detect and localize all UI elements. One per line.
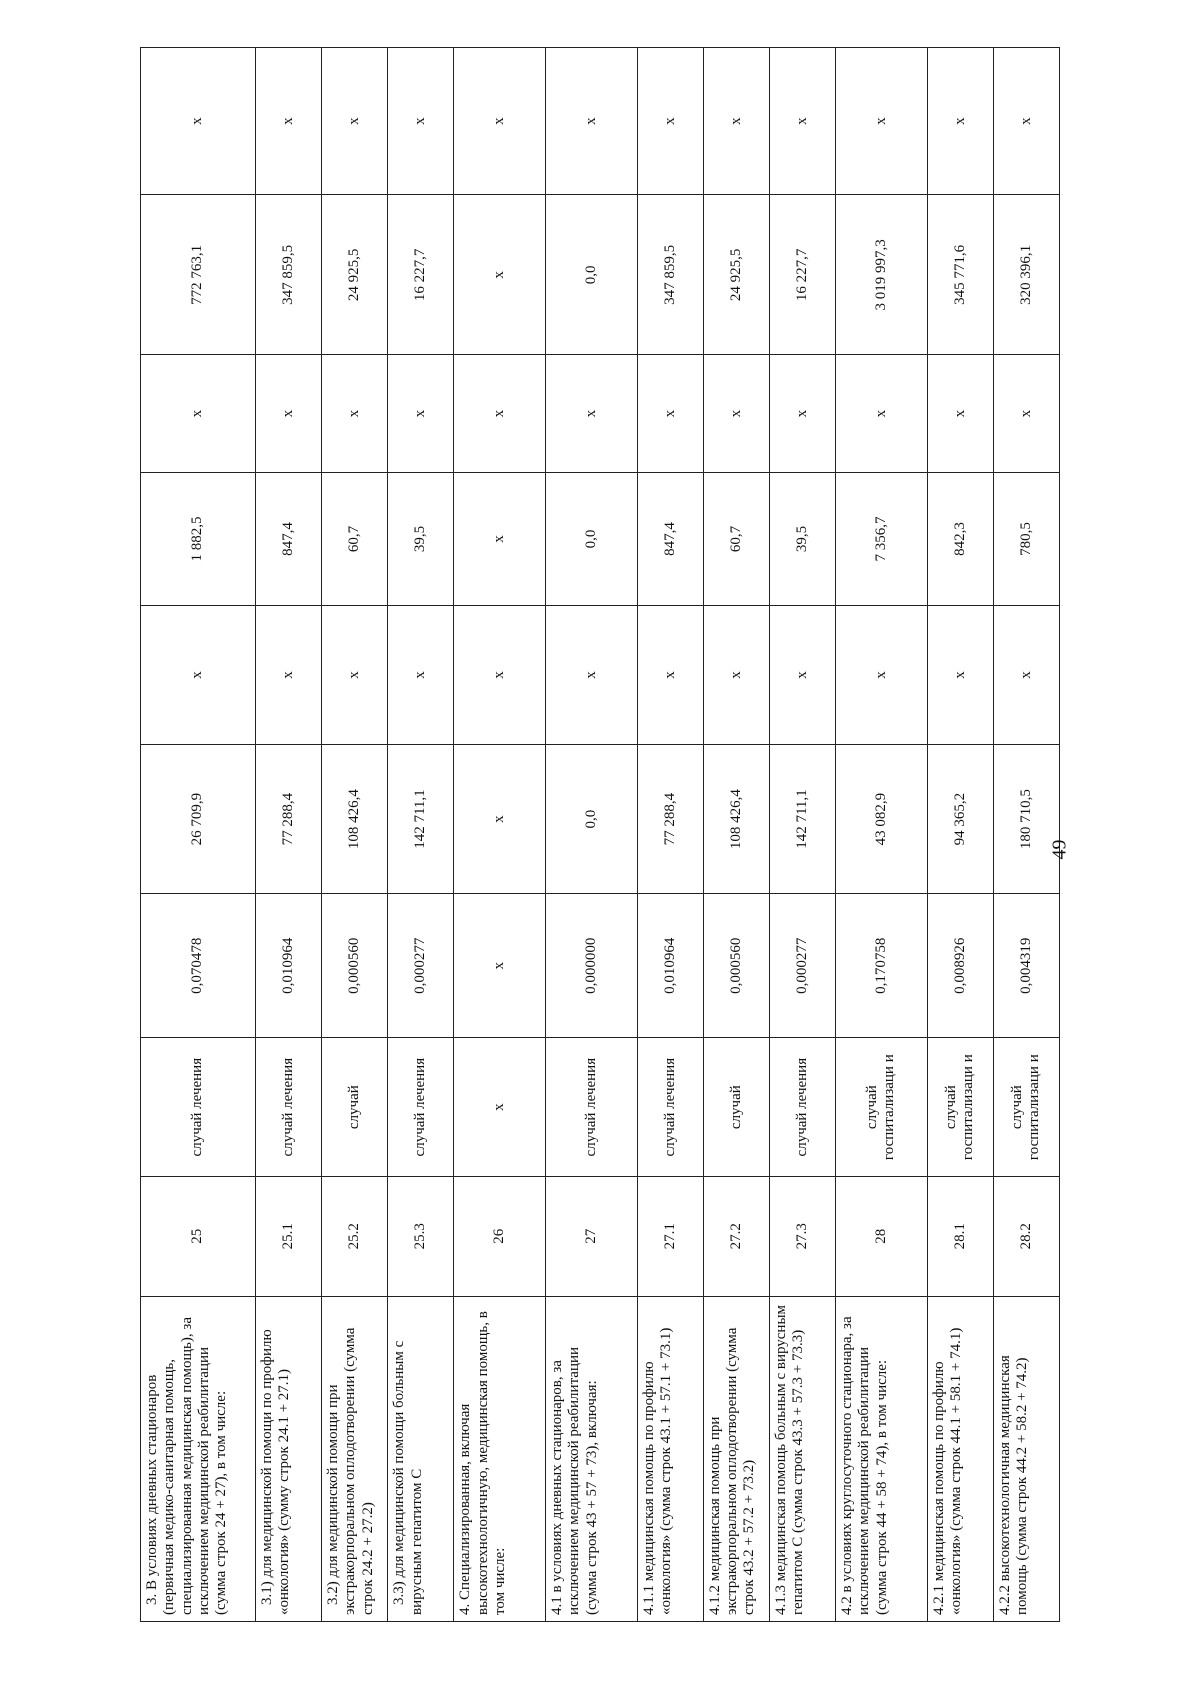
cell-cost: 0,0 [546, 744, 638, 893]
cell-unit: случай [703, 1038, 769, 1177]
cell-col8: х [703, 355, 769, 472]
cell-col9: 24 925,5 [322, 195, 388, 355]
cell-col6: х [546, 606, 638, 745]
cell-col8: х [769, 355, 835, 472]
cell-norm: 0,010964 [256, 894, 322, 1038]
cell-col7: 0,0 [546, 472, 638, 605]
cell-col9: 3 019 997,3 [836, 195, 928, 355]
cell-col10: х [769, 48, 835, 195]
table-row [927, 48, 993, 1622]
cell-norm: 0,000000 [546, 894, 638, 1038]
cell-col6: х [769, 606, 835, 745]
cell-unit: случай лечения [141, 1038, 256, 1177]
cell-col9: 0,0 [546, 195, 638, 355]
cell-col9: 347 859,5 [637, 195, 703, 355]
cell-norm: 0,004319 [993, 894, 1059, 1038]
cell-col10: х [637, 48, 703, 195]
cell-col8: х [546, 355, 638, 472]
cell-row: 27.3 [769, 1177, 835, 1297]
cell-cost: 108 426,4 [322, 744, 388, 893]
cell-norm: 0,008926 [927, 894, 993, 1038]
cell-col7: 7 356,7 [836, 472, 928, 605]
cell-norm: 0,070478 [141, 894, 256, 1038]
cell-col7: 842,3 [927, 472, 993, 605]
cell-norm: х [454, 894, 546, 1038]
cell-norm: 0,170758 [836, 894, 928, 1038]
cell-unit: случай лечения [256, 1038, 322, 1177]
cell-name: 4.1.3 медицинская помощь больным с вирусным гепатитом С (сумма строк 43.3 + 57.3 + 73.3) [769, 1296, 835, 1621]
cell-col9: 16 227,7 [769, 195, 835, 355]
cell-col10: х [927, 48, 993, 195]
cell-unit: случай госпитализаци и [927, 1038, 993, 1177]
cell-col9: х [454, 195, 546, 355]
cell-col10: х [141, 48, 256, 195]
cell-norm: 0,000560 [322, 894, 388, 1038]
cell-unit: случай лечения [388, 1038, 454, 1177]
cell-row: 25.1 [256, 1177, 322, 1297]
cell-row: 28.2 [993, 1177, 1059, 1297]
cell-norm: 0,010964 [637, 894, 703, 1038]
cell-unit: случай госпитализаци и [836, 1038, 928, 1177]
cell-row: 25 [141, 1177, 256, 1297]
cell-name: 4.1.2 медицинская помощь при экстракорпоральном оплодотворении (сумма строк 43.2 + 57.2 + 73.2) [703, 1296, 769, 1621]
table-row [769, 48, 835, 1622]
cell-row: 26 [454, 1177, 546, 1297]
cell-col7: 847,4 [256, 472, 322, 605]
cell-cost: 180 710,5 [993, 744, 1059, 893]
cell-col6: х [993, 606, 1059, 745]
table-row [637, 48, 703, 1622]
cell-norm: 0,000277 [769, 894, 835, 1038]
cell-col7: х [454, 472, 546, 605]
cell-col10: х [836, 48, 928, 195]
cell-col9: 345 771,6 [927, 195, 993, 355]
cell-row: 25.3 [388, 1177, 454, 1297]
cell-unit: случай лечения [769, 1038, 835, 1177]
cell-col10: х [322, 48, 388, 195]
cell-col10: х [388, 48, 454, 195]
cell-row: 27 [546, 1177, 638, 1297]
cell-col7: 39,5 [769, 472, 835, 605]
cell-col8: х [993, 355, 1059, 472]
cell-col7: 60,7 [322, 472, 388, 605]
cell-col7: 1 882,5 [141, 472, 256, 605]
cell-col10: х [546, 48, 638, 195]
cell-name: 4.2.1 медицинская помощь по профилю «онкология» (сумма строк 44.1 + 58.1 + 74.1) [927, 1296, 993, 1621]
cell-unit: случай госпитализаци и [993, 1038, 1059, 1177]
cell-cost: 26 709,9 [141, 744, 256, 893]
cell-name: 4.1 в условиях дневных стационаров, за исключением медицинской реабилитации (сумма строк 43 + 57 + 73), включая: [546, 1296, 638, 1621]
cell-name: 4.2.2 высокотехнологичная медицинская помощь (сумма строк 44.2 + 58.2 + 74.2) [993, 1296, 1059, 1621]
cell-col6: х [256, 606, 322, 745]
cell-cost: 142 711,1 [388, 744, 454, 893]
table-row [836, 48, 928, 1622]
cell-col6: х [836, 606, 928, 745]
rotated-table-container [140, 47, 1060, 1622]
cell-col9: 320 396,1 [993, 195, 1059, 355]
cell-col9: 24 925,5 [703, 195, 769, 355]
cell-norm: 0,000560 [703, 894, 769, 1038]
cell-unit: случай [322, 1038, 388, 1177]
cell-name: 4.1.1 медицинская помощь по профилю «онкология» (сумма строк 43.1 + 57.1 + 73.1) [637, 1296, 703, 1621]
table-row [322, 48, 388, 1622]
cell-col6: х [388, 606, 454, 745]
cell-col6: х [927, 606, 993, 745]
table-row [454, 48, 546, 1622]
cell-name: 3.1) для медицинской помощи по профилю «онкология» (сумму строк 24.1 + 27.1) [256, 1296, 322, 1621]
table-row [993, 48, 1059, 1622]
cell-col7: 847,4 [637, 472, 703, 605]
cell-row: 25.2 [322, 1177, 388, 1297]
cell-row: 27.1 [637, 1177, 703, 1297]
cell-col10: х [703, 48, 769, 195]
cell-name: 4.2 в условиях круглосуточного стационара, за исключением медицинской реабилитации (сумма строк 44 + 58 + 74), в том числе: [836, 1296, 928, 1621]
cell-row: 28 [836, 1177, 928, 1297]
cell-col9: 347 859,5 [256, 195, 322, 355]
cell-col8: х [836, 355, 928, 472]
cell-col7: 780,5 [993, 472, 1059, 605]
cell-cost: 142 711,1 [769, 744, 835, 893]
cell-col8: х [637, 355, 703, 472]
table-body [141, 48, 1060, 1622]
cell-name: 3. В условиях дневных стационаров (первичная медико-санитарная помощь, специализированная медицинская помощь), за исключением медицинской реабилитации (сумма строк 24 + 27), в том числе: [141, 1296, 256, 1621]
cell-col10: х [256, 48, 322, 195]
page-number: 49 [1048, 839, 1071, 860]
table-row [703, 48, 769, 1622]
cell-name: 3.2) для медицинской помощи при экстракорпоральном оплодотворении (сумма строк 24.2 + 27.2) [322, 1296, 388, 1621]
cell-col9: 772 763,1 [141, 195, 256, 355]
cell-norm: 0,000277 [388, 894, 454, 1038]
cell-unit: х [454, 1038, 546, 1177]
cell-cost: 77 288,4 [637, 744, 703, 893]
cell-col10: х [454, 48, 546, 195]
cell-name: 3.3) для медицинской помощи больным с вирусным гепатитом С [388, 1296, 454, 1621]
cell-col9: 16 227,7 [388, 195, 454, 355]
cell-cost: 94 365,2 [927, 744, 993, 893]
financial-table [140, 47, 1060, 1622]
cell-col6: х [322, 606, 388, 745]
cell-col8: х [388, 355, 454, 472]
cell-col6: х [141, 606, 256, 745]
cell-cost: 108 426,4 [703, 744, 769, 893]
cell-col8: х [141, 355, 256, 472]
cell-unit: случай лечения [546, 1038, 638, 1177]
cell-col6: х [703, 606, 769, 745]
cell-col7: 60,7 [703, 472, 769, 605]
cell-col6: х [454, 606, 546, 745]
cell-cost: 43 082,9 [836, 744, 928, 893]
table-row [388, 48, 454, 1622]
cell-col8: х [322, 355, 388, 472]
cell-col10: х [993, 48, 1059, 195]
cell-col7: 39,5 [388, 472, 454, 605]
cell-name: 4. Специализированная, включая высокотехнологичную, медицинская помощь, в том числе: [454, 1296, 546, 1621]
cell-unit: случай лечения [637, 1038, 703, 1177]
cell-col6: х [637, 606, 703, 745]
cell-row: 27.2 [703, 1177, 769, 1297]
table-row [141, 48, 256, 1622]
cell-col8: х [927, 355, 993, 472]
table-row [256, 48, 322, 1622]
cell-row: 28.1 [927, 1177, 993, 1297]
cell-cost: 77 288,4 [256, 744, 322, 893]
table-row [546, 48, 638, 1622]
cell-cost: х [454, 744, 546, 893]
cell-col8: х [256, 355, 322, 472]
cell-col8: х [454, 355, 546, 472]
